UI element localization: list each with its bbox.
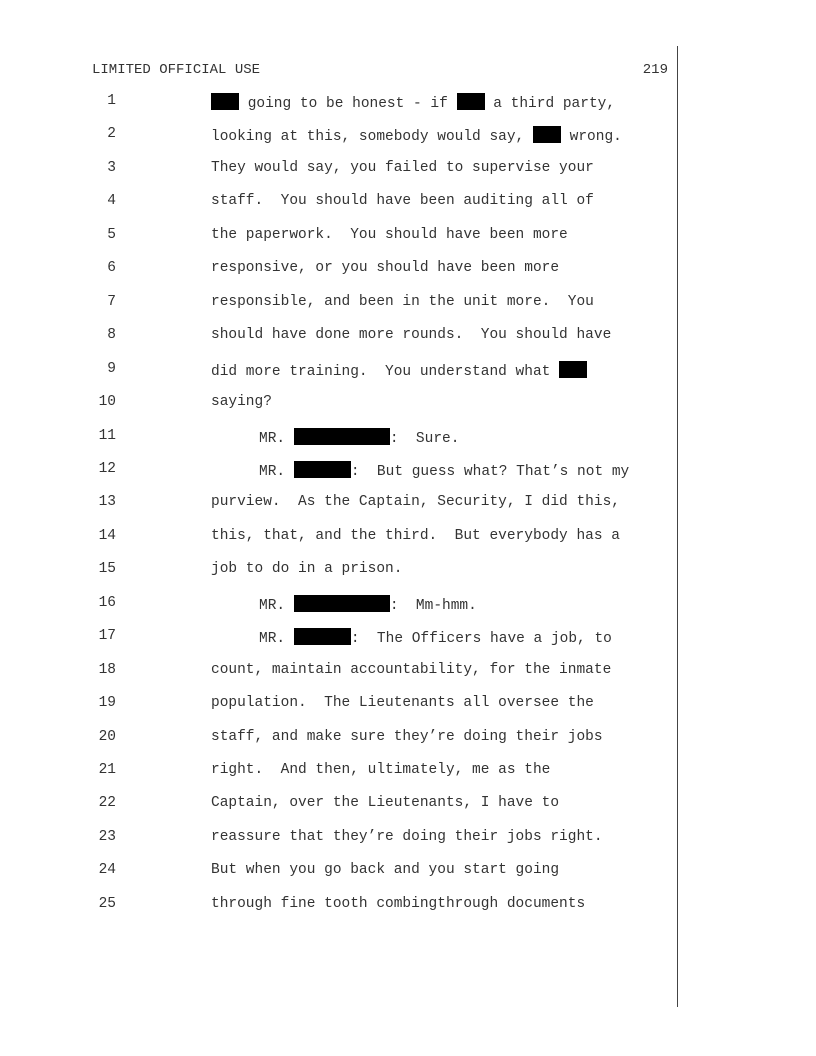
line-number: 13: [98, 494, 116, 511]
transcript-line: [0, 160, 816, 184]
transcript-line: [0, 93, 816, 117]
text-segment: should have done more rounds. You should have: [211, 327, 612, 344]
text-segment: reassure that they’re doing their jobs right.: [211, 828, 603, 845]
line-number: 6: [107, 260, 116, 277]
text-segment: Captain, over the Lieutenants, I have to: [211, 795, 560, 812]
text-segment: going to be honest - if: [239, 96, 457, 112]
redaction-box: [294, 461, 351, 478]
text-segment: staff, and make sure they’re doing their jobs: [211, 728, 603, 745]
line-number: 12: [98, 460, 116, 477]
transcript-line: [0, 494, 816, 518]
line-text: [211, 762, 550, 778]
text-segment: this, that, and the third. But everybody has a: [211, 527, 620, 544]
text-segment: right. And then, ultimately, me as the: [211, 762, 551, 778]
line-text: [211, 294, 594, 310]
line-number: 20: [98, 728, 116, 745]
line-text: [211, 795, 559, 811]
transcript-line: [0, 896, 816, 920]
transcript-line: [0, 762, 816, 786]
line-number: 10: [98, 394, 116, 411]
line-text: [211, 327, 611, 343]
text-segment: : The Officers have a job, to: [350, 631, 612, 648]
line-number: 8: [107, 327, 116, 344]
text-segment: the paperwork. You should have been more: [211, 226, 568, 243]
line-number: 14: [98, 527, 116, 544]
transcript-line: [0, 327, 816, 351]
text-segment: responsible, and been in the unit more. You: [211, 293, 594, 310]
text-segment: : But guess what? That’s not my: [350, 463, 630, 480]
text-segment: : Mm-hmm.: [389, 597, 477, 614]
redaction-box: [294, 595, 390, 612]
text-segment: They would say, you failed to supervise your: [211, 159, 594, 176]
text-segment: a third party,: [484, 96, 616, 112]
line-text: [211, 829, 603, 845]
redaction-box: [533, 126, 561, 143]
line-text: [211, 126, 622, 145]
transcript-line: [0, 394, 816, 418]
line-number: 16: [98, 594, 116, 611]
line-text: [259, 595, 477, 614]
transcript-line: [0, 361, 816, 385]
text-segment: saying?: [211, 394, 272, 411]
transcript-line: [0, 628, 816, 652]
text-segment: staff. You should have been auditing all of: [211, 193, 594, 210]
text-segment: population. The Lieutenants all oversee the: [211, 695, 594, 712]
line-number: 15: [98, 561, 116, 578]
redaction-box: [294, 628, 351, 645]
text-segment: MR.: [259, 597, 294, 614]
text-segment: MR.: [259, 631, 294, 648]
line-number: 22: [98, 795, 116, 812]
line-number: 25: [98, 895, 116, 912]
text-segment: MR.: [259, 430, 294, 447]
text-segment: : Sure.: [389, 430, 460, 447]
redaction-box: [559, 361, 587, 378]
line-text: [211, 361, 587, 380]
text-segment: did more training. You understand what: [211, 363, 560, 380]
line-number: 21: [98, 762, 116, 778]
line-text: [211, 528, 620, 544]
line-text: [211, 494, 620, 510]
line-number: 17: [98, 628, 116, 645]
line-number: 1: [107, 93, 116, 109]
text-segment: wrong.: [560, 129, 622, 146]
transcript-line: [0, 294, 816, 318]
line-text: [211, 260, 559, 276]
transcript-line: [0, 528, 816, 552]
transcript-line: [0, 862, 816, 886]
transcript-line: [0, 126, 816, 150]
line-number: 4: [107, 193, 116, 210]
transcript-line: [0, 695, 816, 719]
line-text: [211, 862, 559, 878]
line-text: [211, 160, 594, 176]
redaction-box: [457, 93, 485, 110]
transcript-line: [0, 595, 816, 619]
line-text: [211, 729, 603, 745]
line-text: [211, 93, 615, 112]
transcript-line: [0, 260, 816, 284]
text-segment: count, maintain accountability, for the inmate: [211, 661, 612, 678]
transcript-line: [0, 461, 816, 485]
transcript-line: [0, 561, 816, 585]
page-number: 219: [642, 62, 668, 78]
line-number: 19: [98, 695, 116, 712]
classification-header: LIMITED OFFICIAL USE: [92, 62, 261, 78]
line-number: 3: [107, 159, 116, 176]
redaction-box: [294, 428, 390, 445]
transcript-line: [0, 662, 816, 686]
line-text: [259, 628, 612, 647]
line-text: [259, 461, 629, 480]
line-text: [211, 662, 611, 678]
line-number: 2: [107, 126, 116, 143]
text-segment: purview. As the Captain, Security, I did this,: [211, 494, 620, 511]
line-text: [259, 428, 459, 447]
transcript-line: [0, 227, 816, 251]
line-number: 5: [107, 226, 116, 243]
line-number: 9: [107, 360, 116, 377]
transcript-line: [0, 729, 816, 753]
line-number: 24: [98, 862, 116, 879]
line-number: 23: [98, 828, 116, 845]
transcript-line: [0, 428, 816, 452]
line-text: [211, 695, 594, 711]
line-number: 7: [107, 293, 116, 310]
line-text: [211, 896, 585, 912]
line-text: [211, 561, 402, 577]
text-segment: MR.: [259, 463, 294, 480]
text-segment: responsive, or you should have been more: [211, 260, 560, 277]
transcript-line: [0, 193, 816, 217]
line-text: [211, 227, 568, 243]
line-text: [211, 193, 594, 209]
redaction-box: [211, 93, 239, 110]
transcript-line: [0, 795, 816, 819]
line-text: [211, 394, 272, 410]
text-segment: looking at this, somebody would say,: [211, 129, 533, 146]
line-number: 11: [98, 427, 116, 444]
transcript-line: [0, 829, 816, 853]
text-segment: But when you go back and you start going: [211, 862, 560, 879]
text-segment: through fine tooth combingthrough documents: [211, 895, 586, 912]
text-segment: job to do in a prison.: [211, 561, 403, 578]
line-number: 18: [98, 661, 116, 678]
